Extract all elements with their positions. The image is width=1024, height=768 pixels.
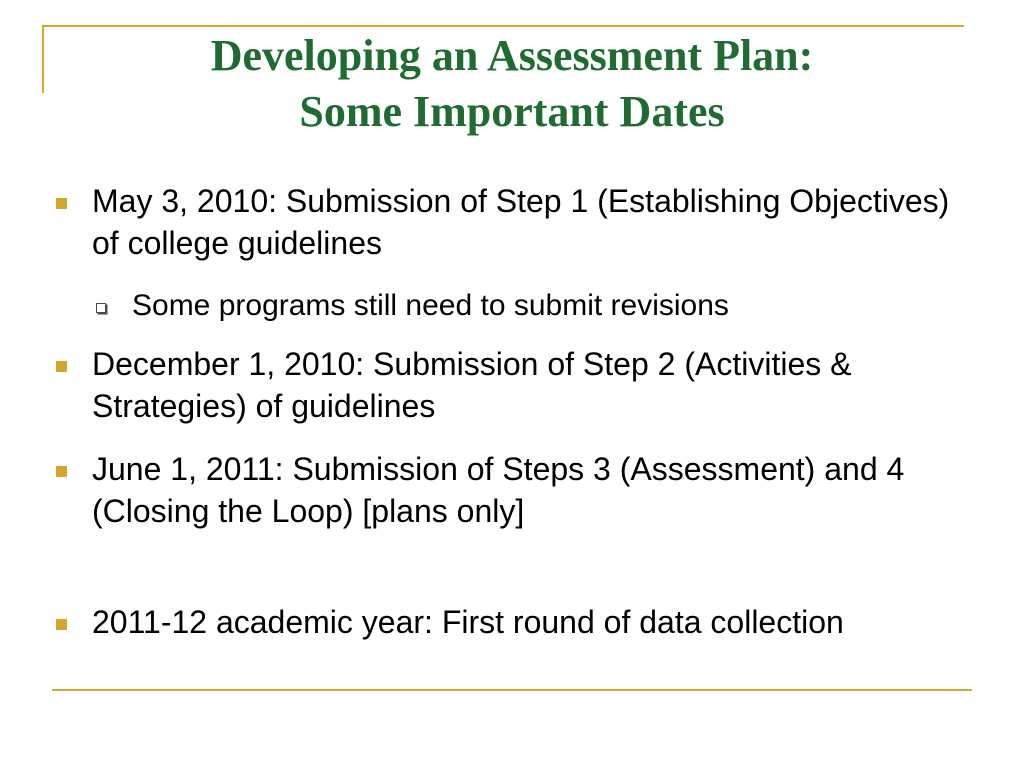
square-bullet-icon	[56, 361, 67, 372]
title-line-2: Some Important Dates	[299, 87, 725, 136]
bullet-item-4: 2011-12 academic year: First round of data collection	[92, 604, 844, 640]
square-bullet-icon	[56, 466, 67, 477]
square-bullet-icon	[56, 619, 67, 630]
hollow-square-bullet-icon	[96, 303, 106, 313]
title-line-1: Developing an Assessment Plan:	[210, 31, 814, 80]
square-bullet-icon	[56, 198, 67, 209]
bullet-item-3: June 1, 2011: Submission of Steps 3 (Assessment) and 4 (Closing the Loop) [plans only]	[92, 451, 905, 529]
bullet-item-2: December 1, 2010: Submission of Step 2 (Activities & Strategies) of guidelines	[92, 346, 852, 424]
frame-bottom-rule	[52, 689, 972, 691]
sub-bullet-item-1: Some programs still need to submit revisions	[132, 289, 729, 322]
bullet-item-1: May 3, 2010: Submission of Step 1 (Establishing Objectives) of college guidelines	[92, 183, 950, 261]
